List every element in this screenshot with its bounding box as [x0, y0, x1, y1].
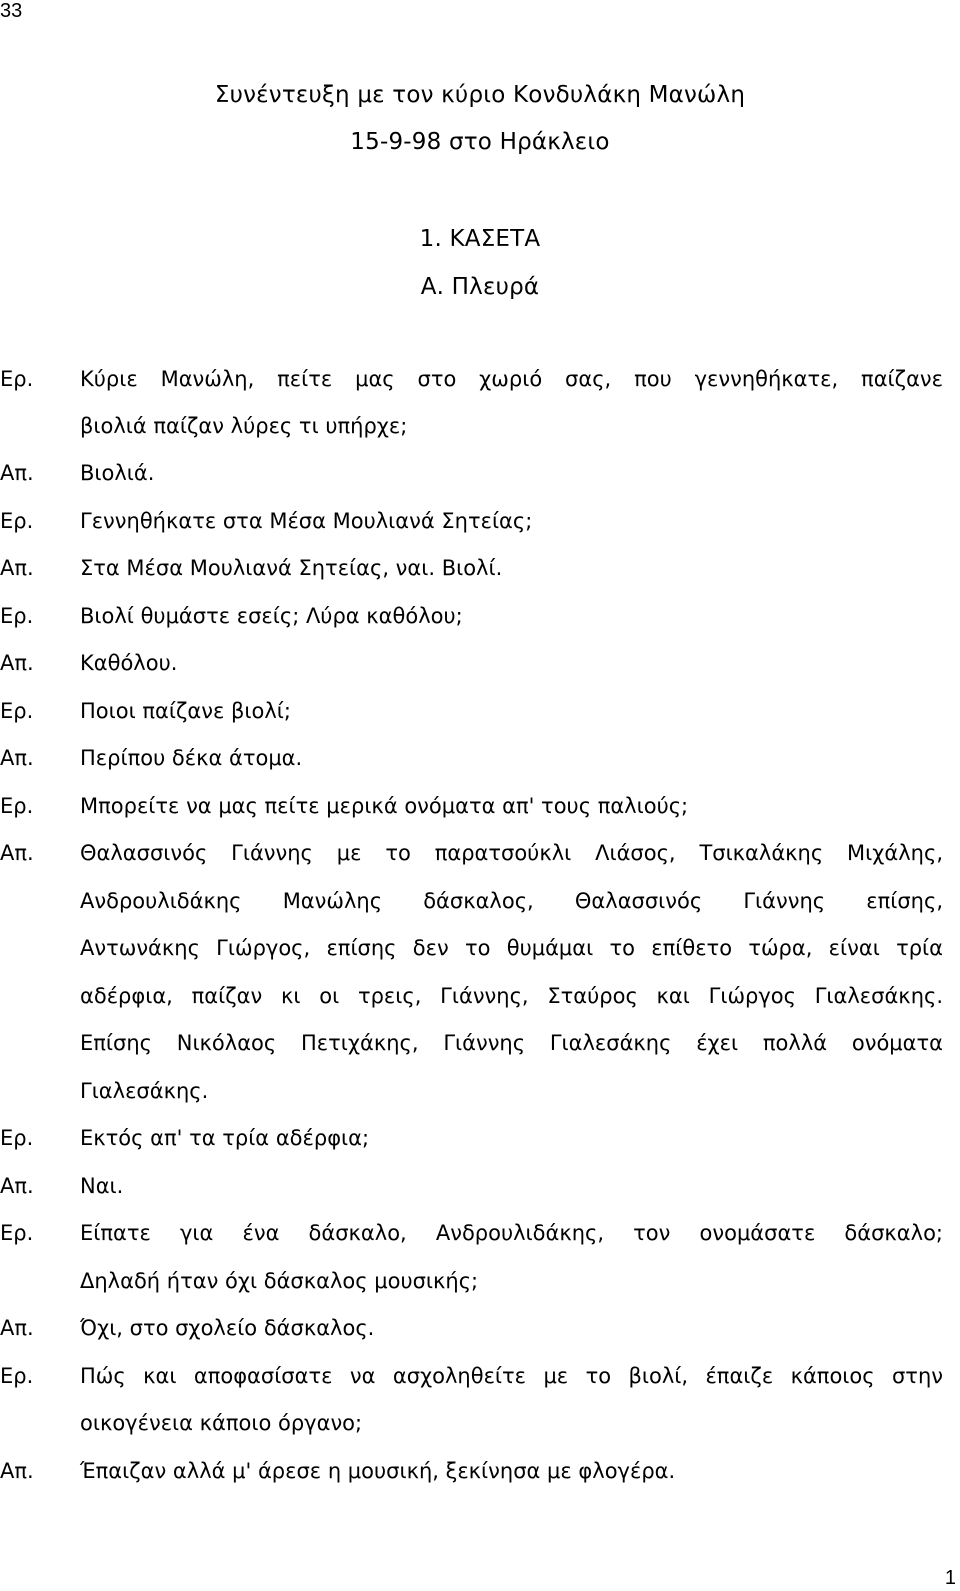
transcript-line: Περίπου δέκα άτομα. — [80, 746, 303, 770]
transcript-line: Είπατε για ένα δάσκαλο, Ανδρουλιδάκης, τον ονομάσατε δάσκαλο; — [80, 1221, 943, 1245]
page-number: 1 — [944, 1567, 956, 1589]
speaker-label-answer: Απ. — [0, 461, 34, 485]
speaker-label-question: Ερ. — [0, 509, 34, 533]
tape-side: Α. Πλευρά — [420, 274, 540, 300]
transcript-line: Ανδρουλιδάκης Μανώλης δάσκαλος, Θαλασσινός Γιάννης επίσης, — [80, 889, 943, 913]
transcript-line: Πώς και αποφασίσατε να ασχοληθείτε με το βιολί, έπαιζε κάποιος στην — [80, 1364, 943, 1388]
transcript-line: Ναι. — [80, 1174, 124, 1198]
transcript-line: Έπαιζαν αλλά μ' άρεσε η μουσική, ξεκίνησα με φλογέρα. — [80, 1459, 676, 1483]
speaker-label-question: Ερ. — [0, 1126, 34, 1150]
speaker-label-answer: Απ. — [0, 1459, 34, 1483]
speaker-label-answer: Απ. — [0, 1174, 34, 1198]
transcript-line: Ποιοι παίζανε βιολί; — [80, 699, 291, 723]
speaker-label-question: Ερ. — [0, 1221, 34, 1245]
interview-date-place: 15-9-98 στο Ηράκλειο — [350, 129, 610, 155]
speaker-label-answer: Απ. — [0, 651, 34, 675]
transcript-line: Δηλαδή ήταν όχι δάσκαλος μουσικής; — [80, 1269, 479, 1293]
transcript-line: Βιολιά. — [80, 461, 155, 485]
transcript-line: Εκτός απ' τα τρία αδέρφια; — [80, 1126, 370, 1150]
transcript-line: Επίσης Νικόλαος Πετιχάκης, Γιάννης Γιαλεσάκης έχει πολλά ονόματα — [80, 1031, 943, 1055]
transcript-line: βιολιά παίζαν λύρες τι υπήρχε; — [80, 414, 408, 438]
interview-title: Συνέντευξη με τον κύριο Κονδυλάκη Μανώλη — [214, 82, 746, 108]
transcript-line: Όχι, στο σχολείο δάσκαλος. — [80, 1316, 375, 1340]
transcript-line: αδέρφια, παίζαν κι οι τρεις, Γιάννης, Σταύρος και Γιώργος Γιαλεσάκης. — [80, 984, 943, 1008]
transcript-line: οικογένεια κάποιο όργανο; — [80, 1411, 363, 1435]
transcript-line: Θαλασσινός Γιάννης με το παρατσούκλι Λιάσος, Τσικαλάκης Μιχάλης, — [80, 841, 943, 865]
transcript-line: Αντωνάκης Γιώργος, επίσης δεν το θυμάμαι το επίθετο τώρα, είναι τρία — [80, 936, 943, 960]
tape-number: 1. ΚΑΣΕΤΑ — [419, 226, 541, 252]
speaker-label-answer: Απ. — [0, 556, 34, 580]
transcript-line: Κύριε Μανώλη, πείτε μας στο χωριό σας, που γεννηθήκατε, παίζανε — [80, 367, 943, 391]
transcript-line: Γεννηθήκατε στα Μέσα Μουλιανά Σητείας; — [80, 509, 533, 533]
speaker-label-question: Ερ. — [0, 794, 34, 818]
speaker-label-question: Ερ. — [0, 604, 34, 628]
speaker-label-question: Ερ. — [0, 367, 34, 391]
transcript-line: Στα Μέσα Μουλιανά Σητείας, ναι. Βιολί. — [80, 556, 503, 580]
speaker-label-question: Ερ. — [0, 699, 34, 723]
transcript-line: Καθόλου. — [80, 651, 178, 675]
transcript-line: Βιολί θυμάστε εσείς; Λύρα καθόλου; — [80, 604, 463, 628]
transcript-line: Γιαλεσάκης. — [80, 1079, 209, 1103]
corner-page-number: 33 — [0, 0, 23, 22]
speaker-label-question: Ερ. — [0, 1364, 34, 1388]
speaker-label-answer: Απ. — [0, 746, 34, 770]
speaker-label-answer: Απ. — [0, 1316, 34, 1340]
transcript-line: Μπορείτε να μας πείτε μερικά ονόματα απ' τους παλιούς; — [80, 794, 689, 818]
speaker-label-answer: Απ. — [0, 841, 34, 865]
